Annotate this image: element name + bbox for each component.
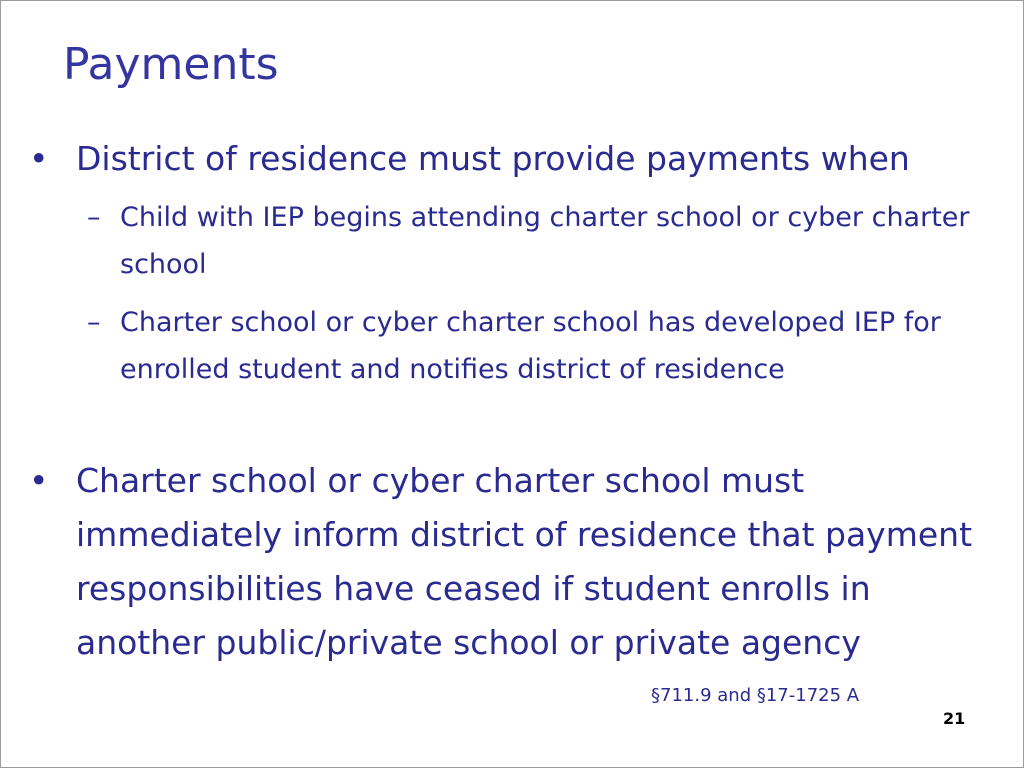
bullet-text: District of residence must provide payments when xyxy=(76,139,910,178)
bullet-item xyxy=(29,132,1006,186)
slide-title: Payments xyxy=(63,39,279,90)
sub-bullet-item xyxy=(87,299,1015,393)
page-number: 21 xyxy=(943,709,966,728)
bullet-text: Charter school or cyber charter school must immediately inform district of residence that payment responsibilities have ceased if student enrolls in another public/private school or private agency xyxy=(76,461,973,662)
bullet-icon: • xyxy=(29,139,49,178)
dash-icon: – xyxy=(87,202,101,233)
dash-icon: – xyxy=(87,307,101,338)
sub-bullet-item xyxy=(87,194,1015,288)
sub-bullet-text: Child with IEP begins attending charter school or cyber charter school xyxy=(120,202,970,280)
sub-bullet-text: Charter school or cyber charter school has developed IEP for enrolled student and notifies district of residence xyxy=(120,307,941,385)
bullet-item xyxy=(29,454,1006,670)
bullet-icon: • xyxy=(29,461,49,500)
legal-citation: §711.9 and §17-1725 A xyxy=(651,685,860,706)
